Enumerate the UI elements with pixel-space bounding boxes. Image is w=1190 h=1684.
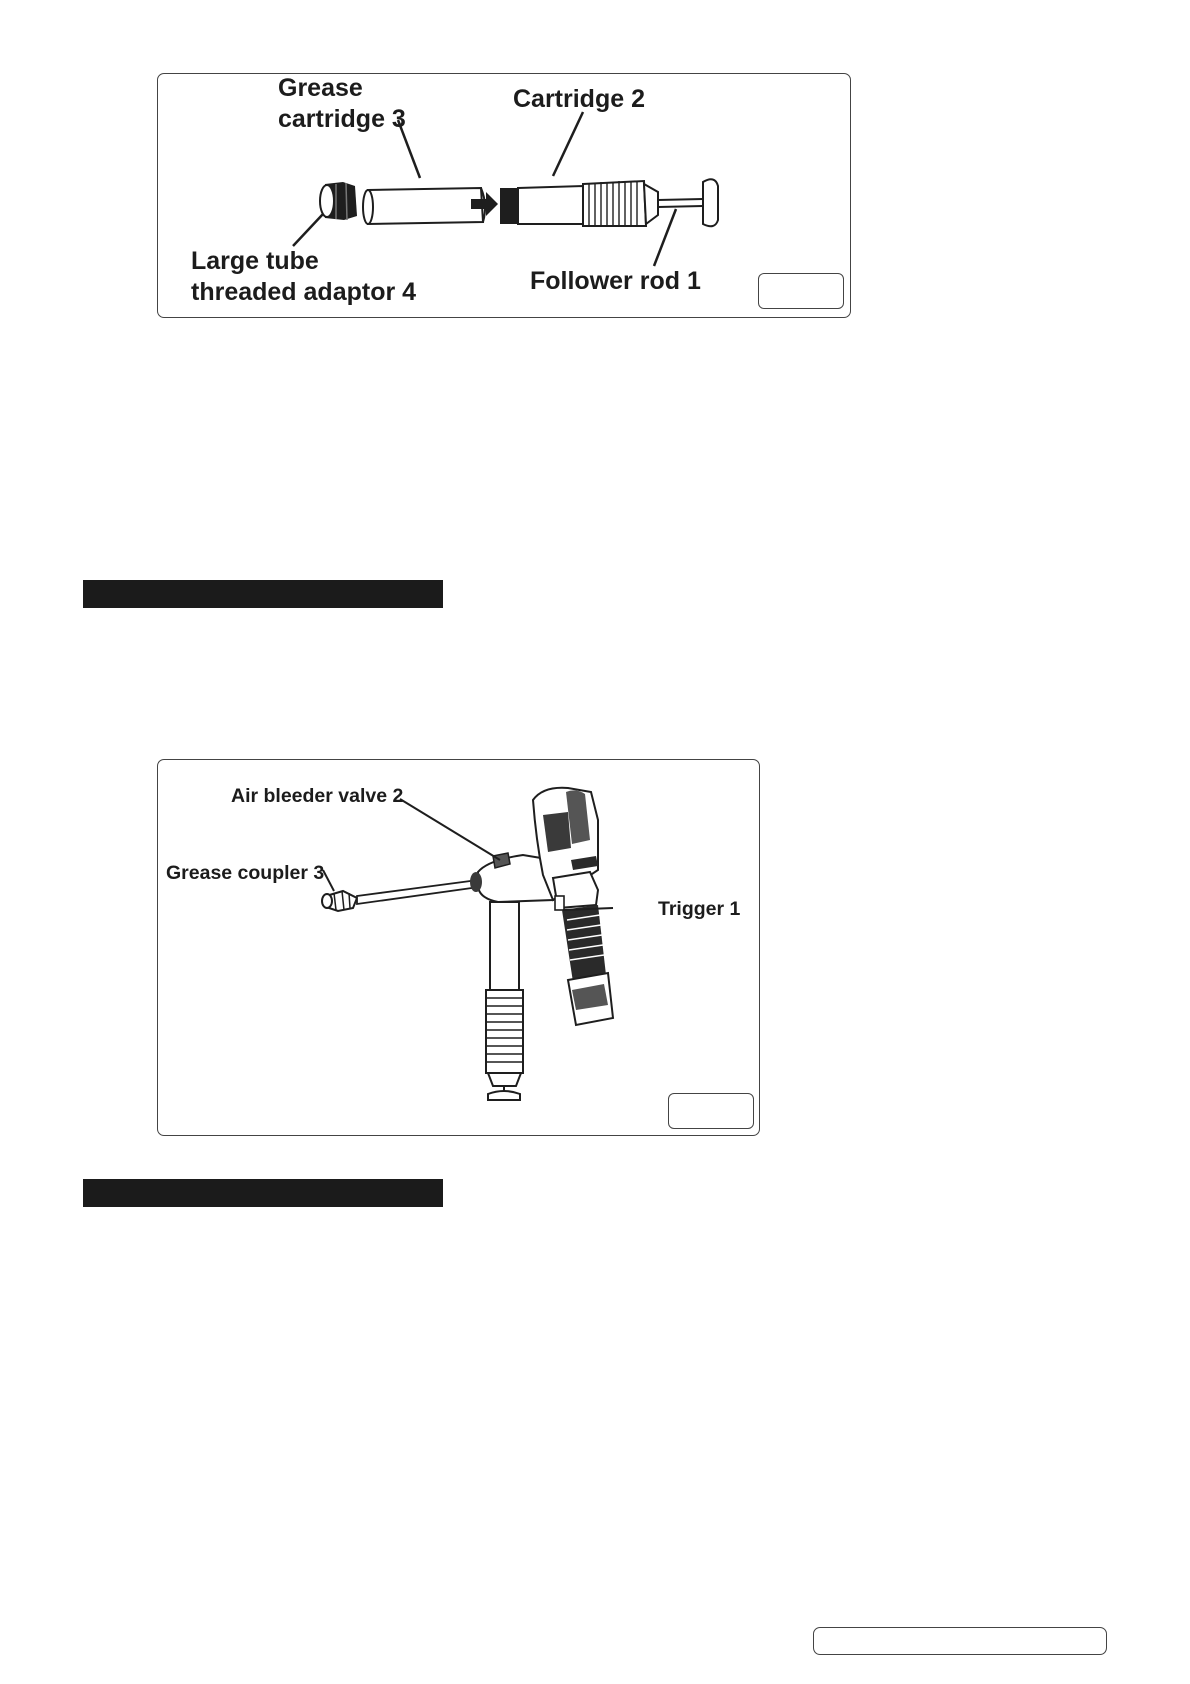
cartridge-2-label: Cartridge 2	[513, 85, 645, 113]
barrel-drawing	[500, 181, 658, 226]
section-header-bar-2	[83, 1179, 443, 1207]
trigger-label: Trigger 1	[658, 898, 741, 920]
figure-2-grease-gun	[157, 759, 760, 1136]
grease-cartridge-drawing	[363, 188, 485, 224]
figure-1-tag	[758, 273, 844, 309]
gun-handle-drawing	[562, 905, 613, 1025]
threaded-adaptor-drawing	[320, 182, 357, 220]
threaded-adaptor-label: Large tube threaded adaptor 4	[191, 247, 417, 306]
figure-1-cartridge-assembly	[157, 73, 851, 318]
air-bleeder-valve-label: Air bleeder valve 2	[231, 785, 404, 807]
extension-tube	[357, 880, 479, 904]
follower-rod-drawing	[658, 179, 718, 226]
footer-reference-box	[813, 1627, 1107, 1655]
follower-rod-label: Follower rod 1	[530, 267, 701, 295]
grease-coupler-label: Grease coupler 3	[166, 862, 325, 884]
grease-cartridge-label: Grease cartridge 3	[278, 74, 406, 133]
section-header-bar-1	[83, 580, 443, 608]
figure-2-tag	[668, 1093, 754, 1129]
grease-gun-illustration	[158, 760, 759, 1135]
grease-coupler-drawing	[322, 891, 357, 911]
gun-barrel-drawing	[486, 902, 523, 1100]
